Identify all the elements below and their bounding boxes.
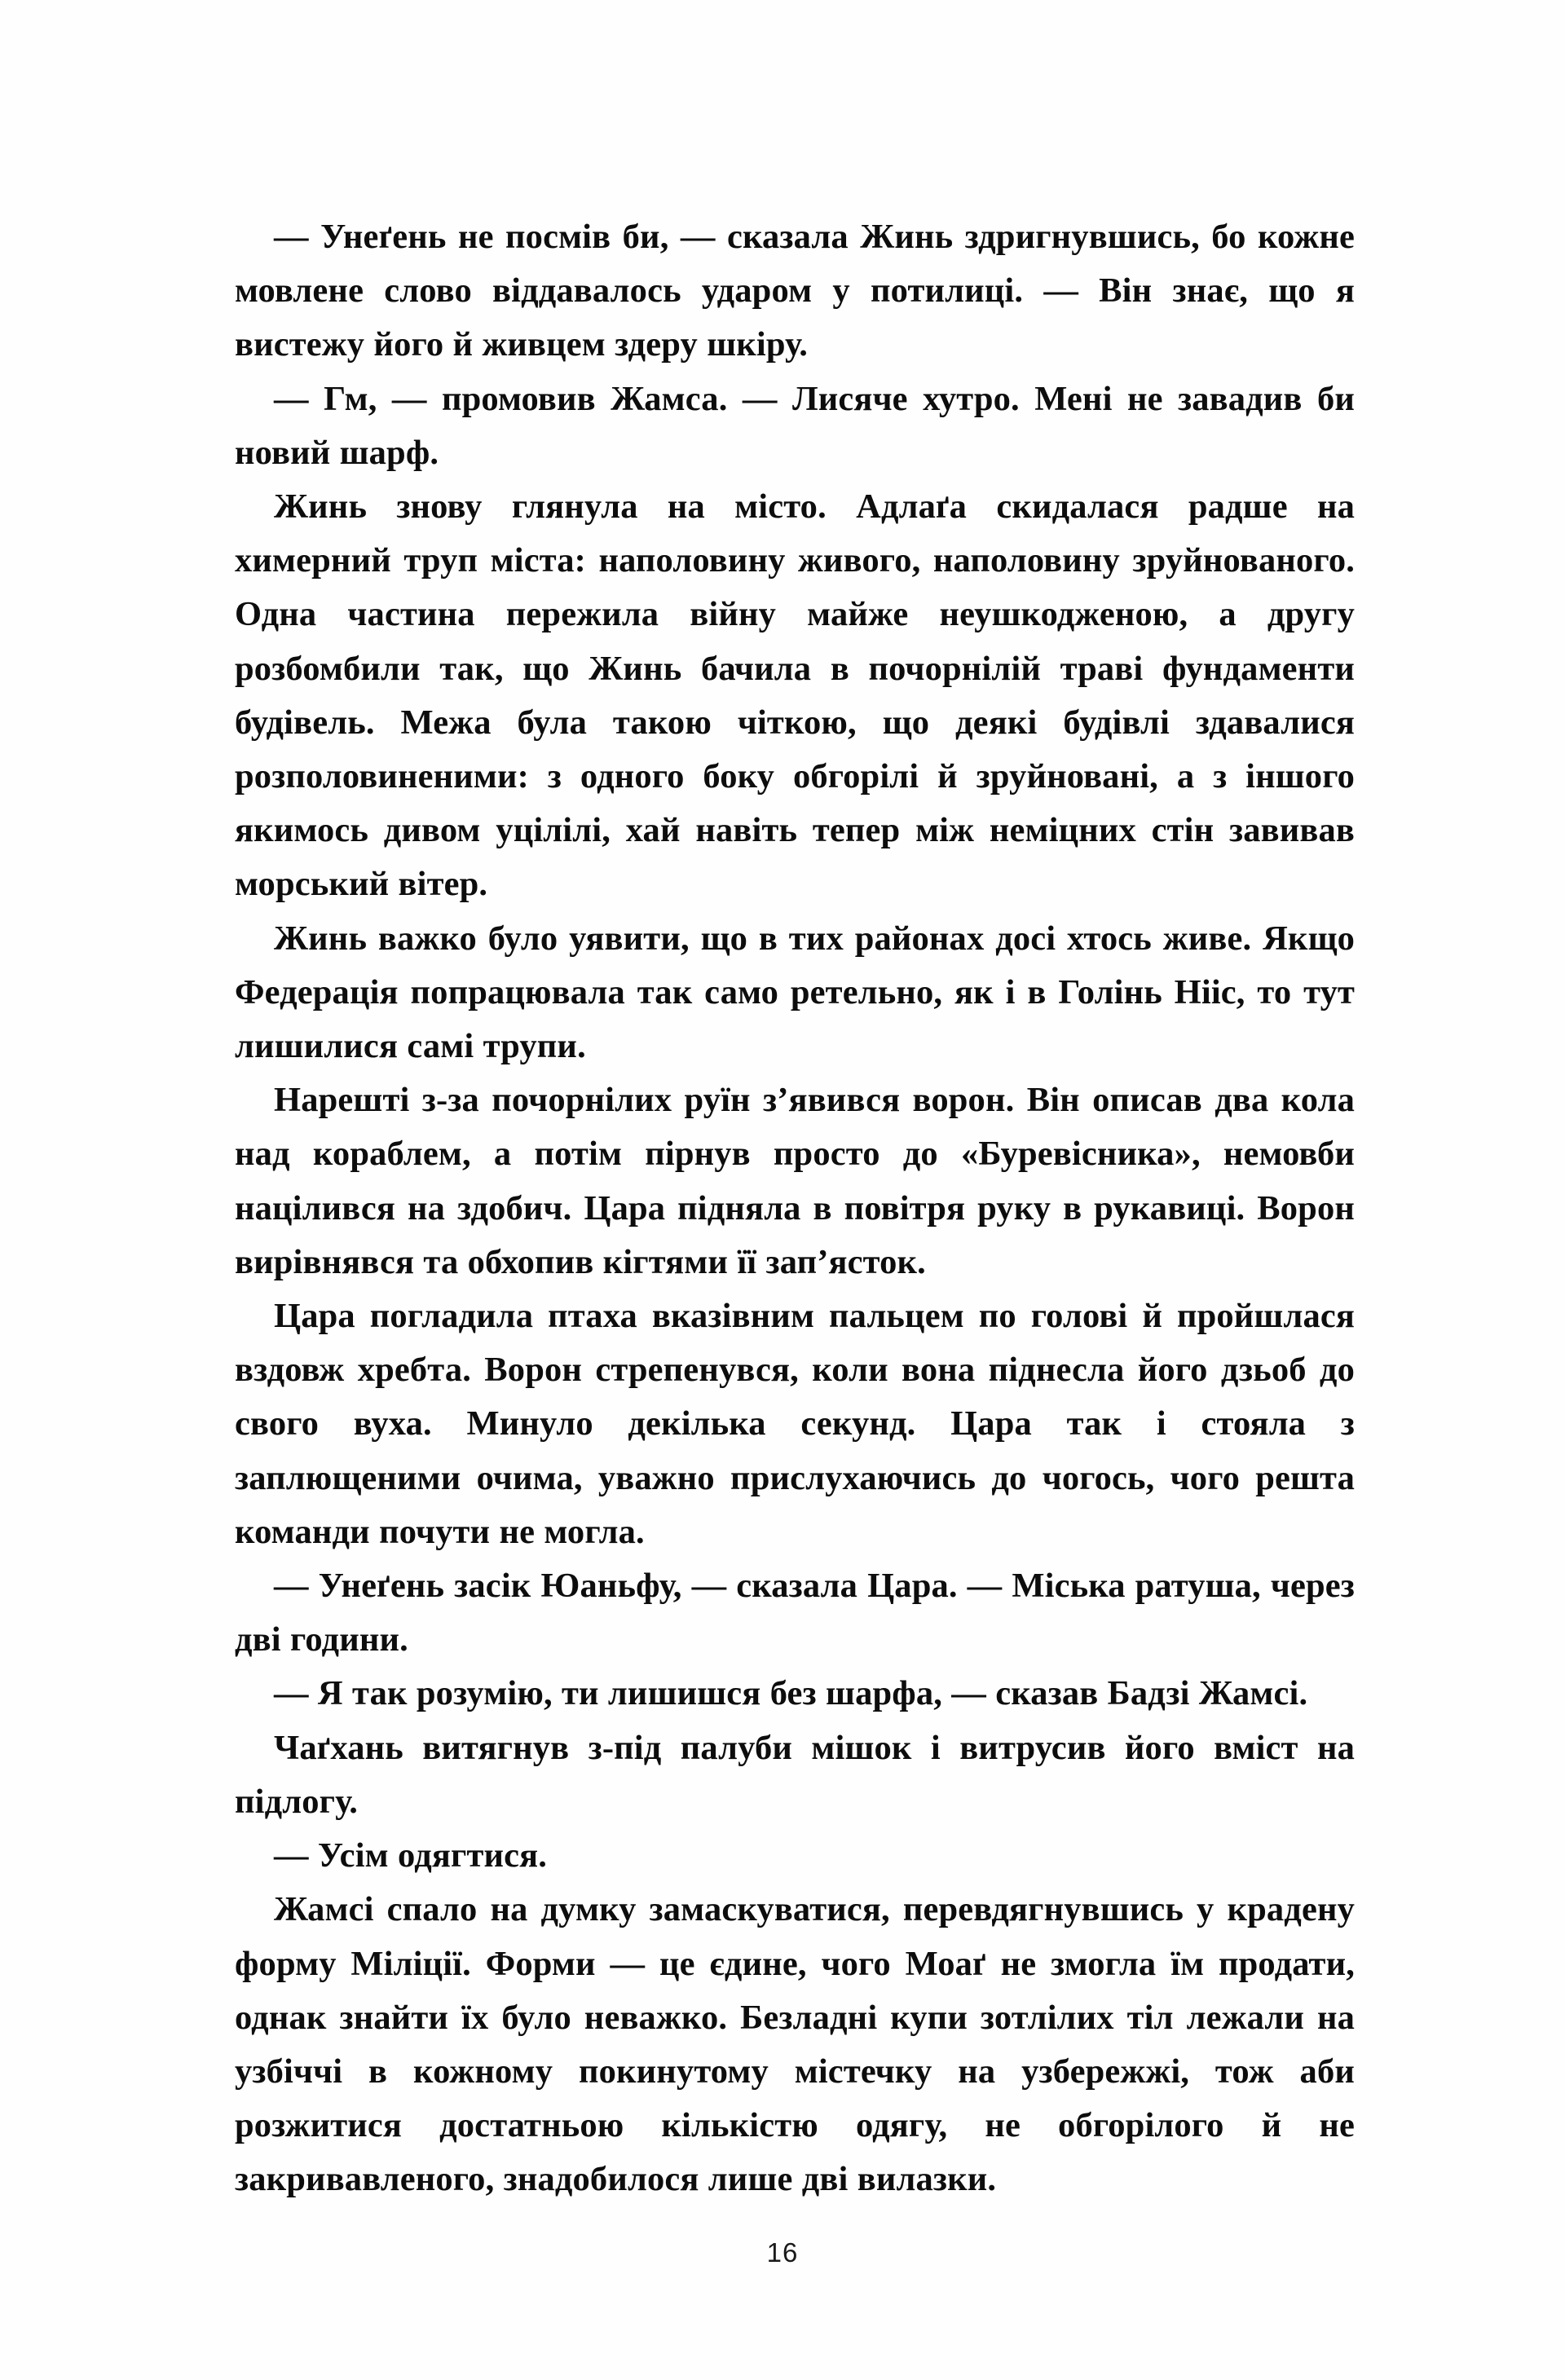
paragraph: — Гм, — промовив Жамса. — Лисяче хутро. Мені не завадив би новий шарф. xyxy=(235,379,1355,472)
page-number: 16 xyxy=(766,2237,799,2268)
paragraph: Жамсі спало на думку замаскуватися, перевдягнувшись у крадену форму Міліції. Форми — це єдине, чого Моаґ не змогла їм продати, однак знайти їх було неважко. Безладні купи зотлілих тіл лежали на узбіччі в кожному покинутому містечку на узбережжі, тож аби розжитися достатньою кількістю одягу, не обгорілого й не закривавленого, знадобилося лише дві вилазки. xyxy=(235,1890,1355,2199)
paragraph: Цара погладила птаха вказівним пальцем по голові й пройшлася вздовж хребта. Ворон стрепенувся, коли вона піднесла його дзьоб до свого вуха. Минуло декілька секунд. Цара так і стояла з заплющеними очима, уважно прислухаючись до чогось, чого решта команди почути не могла. xyxy=(235,1297,1355,1551)
paragraph: — Усім одягтися. xyxy=(274,1836,548,1875)
paragraph: Жинь знову глянула на місто. Адлаґа скидалася радше на химерний труп міста: наполовину живого, наполовину зруйнованого. Одна частина пережила війну майже неушкодженою, а другу розбомбили так, що Жинь бачила в почорнілій траві фундаменти будівель. Межа була такою чіткою, що деякі будівлі здавалися розполовиненими: з одного боку обгорілі й зруйновані, а з іншого якимось дивом уцілілі, хай навіть тепер між неміцних стін завивав морський вітер. xyxy=(235,487,1355,904)
paragraph: Нарешті з-за почорнілих руїн з’явився ворон. Він описав два кола над кораблем, а потім пірнув просто до «Буревісника», немовби націлився на здобич. Цара підняла в повітря руку в рукавиці. Ворон вирівнявся та обхопив кігтями її зап’ясток. xyxy=(235,1081,1355,1281)
paragraph: Жинь важко було уявити, що в тих районах досі хтось живе. Якщо Федерація попрацювала так само ретельно, як і в Голінь Нііс, то тут лишилися самі трупи. xyxy=(235,919,1355,1066)
paragraph: — Унеґень не посмів би, — сказала Жинь здригнувшись, бо кожне мовлене слово віддавалось ударом у потилиці. — Він знає, що я вистежу його й живцем здеру шкіру. xyxy=(235,218,1355,364)
paragraph: Чаґхань витягнув з-під палуби мішок і витрусив його вміст на підлогу. xyxy=(235,1728,1355,1821)
paragraph: — Унеґень засік Юаньфу, — сказала Цара. — Міська ратуша, через дві години. xyxy=(235,1567,1355,1659)
body-text-block xyxy=(235,210,1355,2207)
paragraph: — Я так розумію, ти лишишся без шарфа, — сказав Бадзі Жамсі. xyxy=(274,1674,1308,1713)
